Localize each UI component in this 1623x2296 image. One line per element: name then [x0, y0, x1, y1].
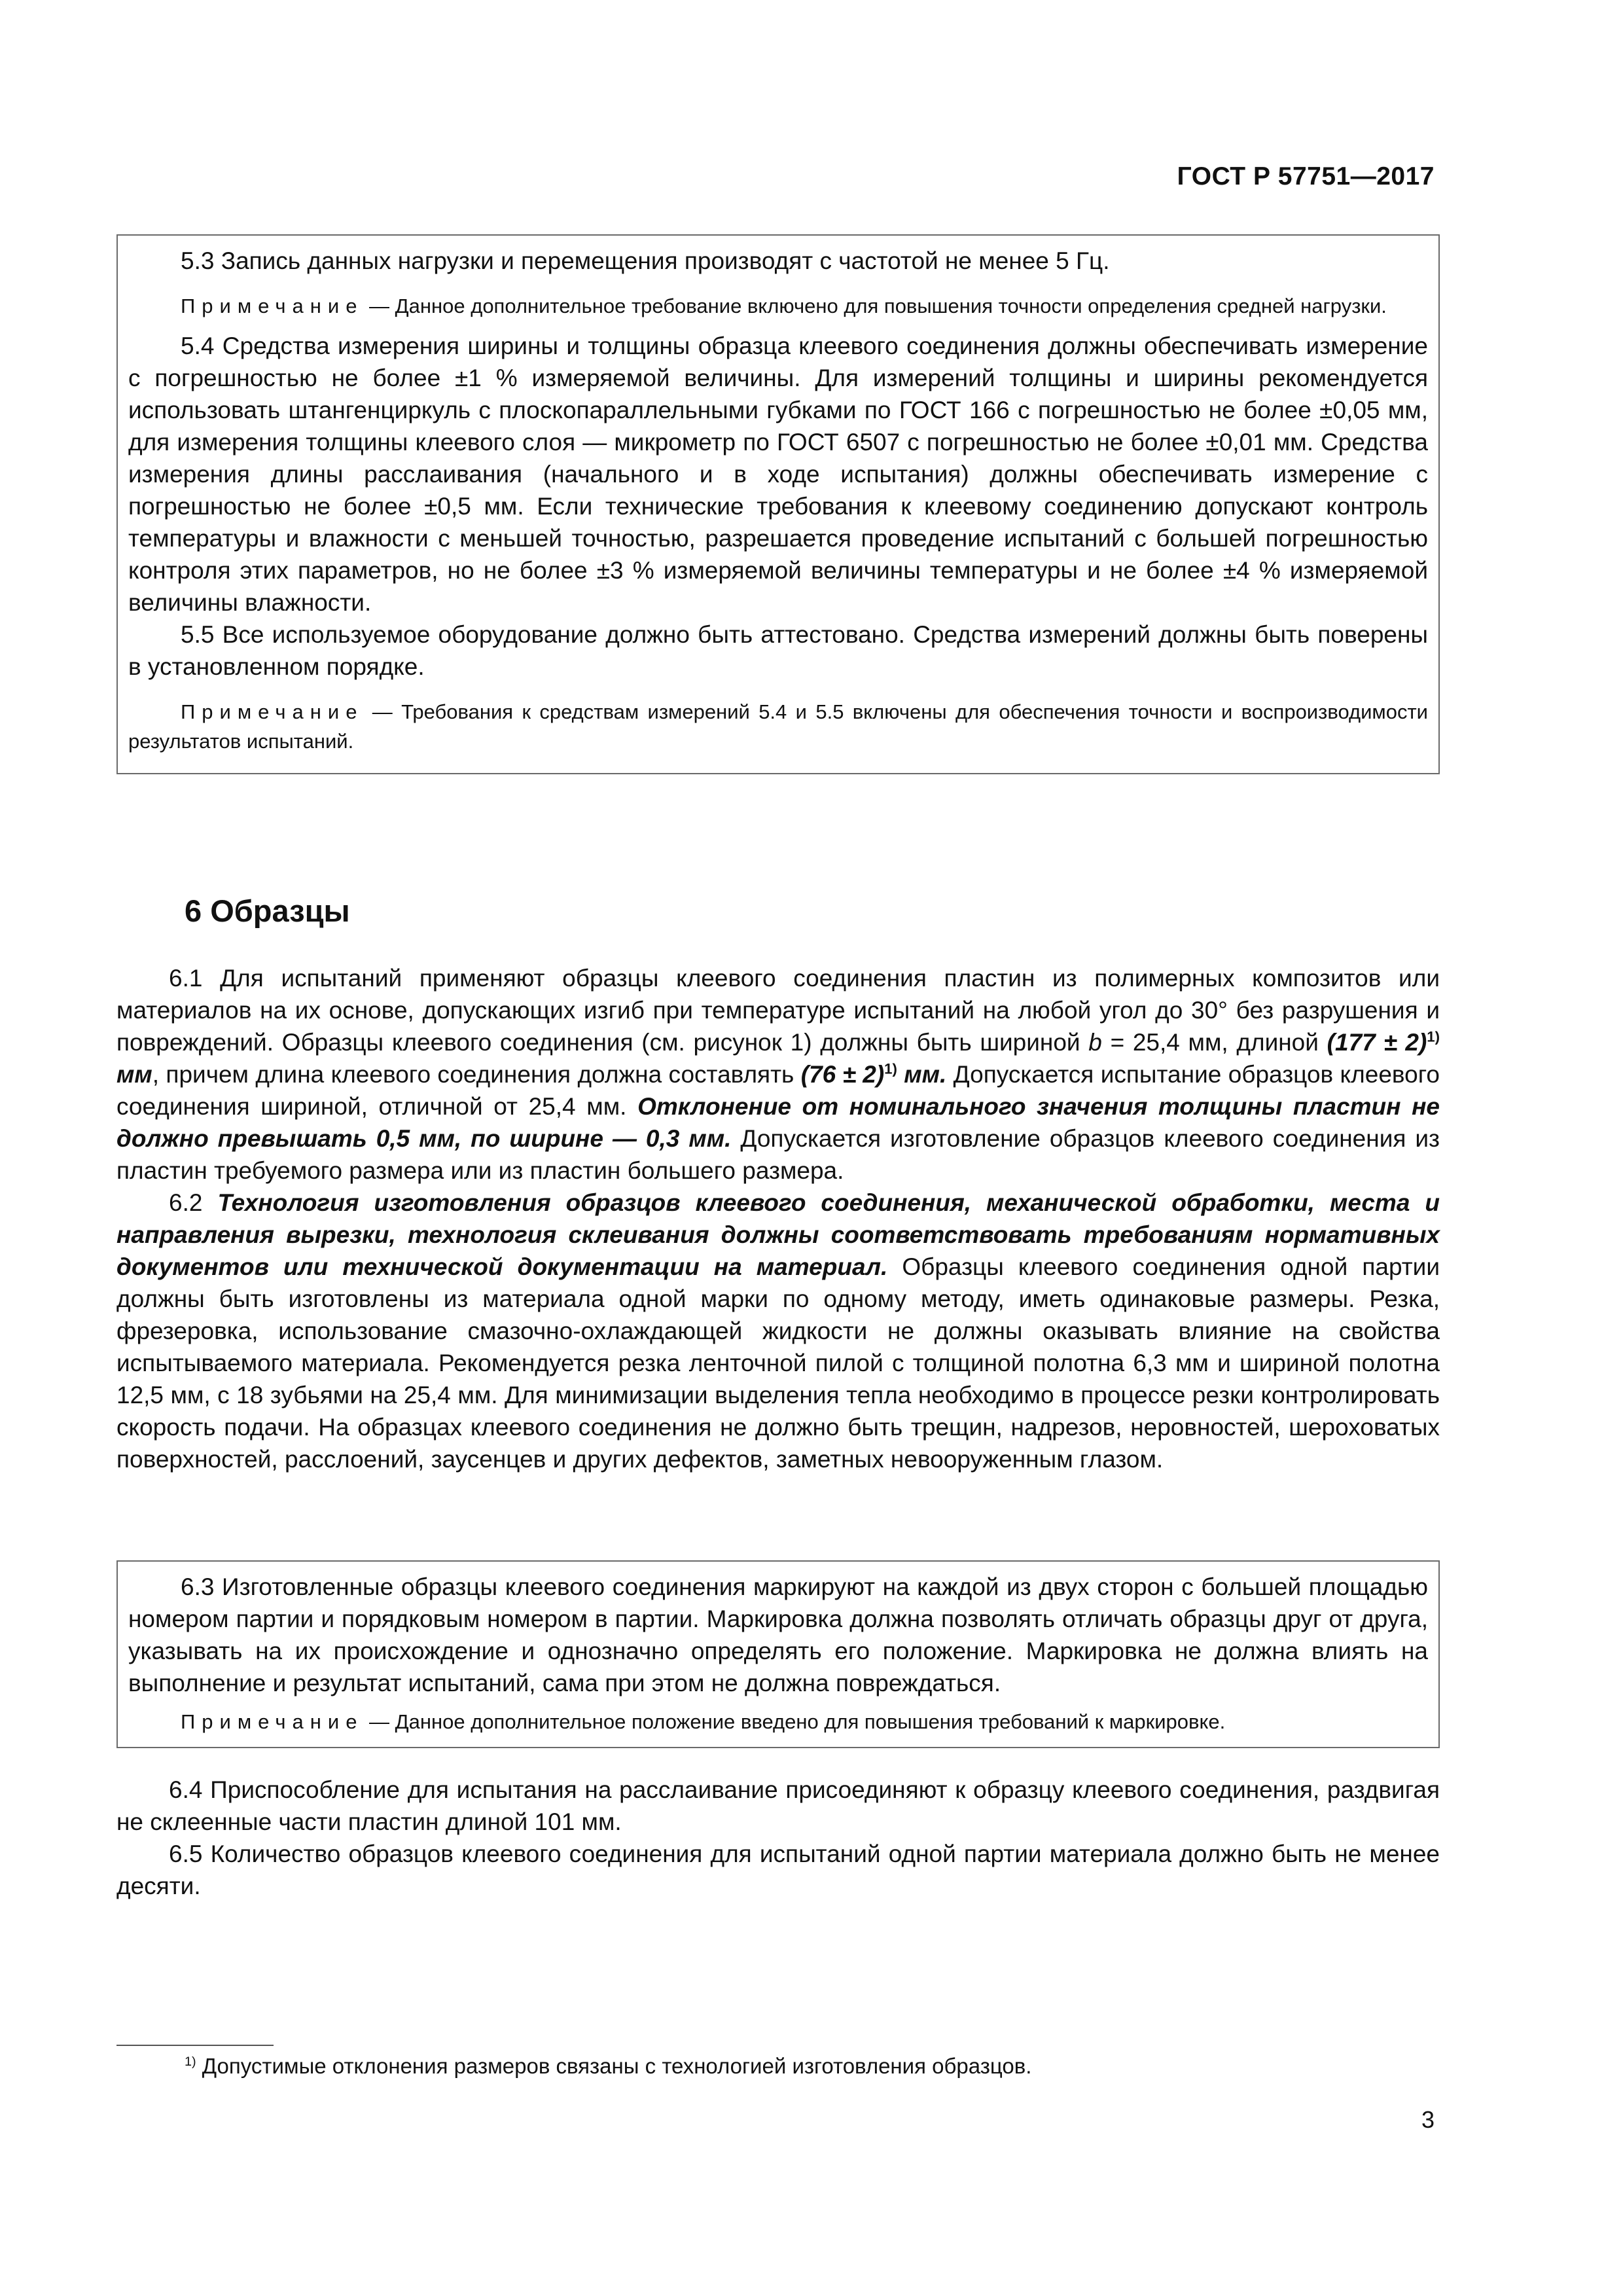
- text-run: Образцы клеевого соединения одной партии должны быть изготовлены из материала одной марки по одному методу, иметь одинаковые размеры. Резка, фрезеровка, использование смазочно-охлаждающей жидкости не должны оказывать влияние на свойства испытываемого материала. Рекомендуется резка ленточной пилой с толщиной полотна 6,3 мм и шириной полотна 12,5 мм, с 18 зубьями на 25,4 мм. Для минимизации выделения тепла необходимо в процессе резки контролировать скорость подачи. На образцах клеевого соединения не должно быть трещин, надрезов, неровностей, шероховатых поверхностей, расслоений, заусенцев и других дефектов, заметных невооруженным глазом.: [116, 1253, 1440, 1473]
- clause-6-4: 6.4 Приспособление для испытания на расслаивание присоединяют к образцу клеевого соединения, раздвигая не склеенные части пластин длиной 101 мм.: [116, 1776, 1440, 1835]
- note-label: Примечание: [181, 1710, 364, 1733]
- length-unit: мм: [116, 1061, 152, 1088]
- boxed-clause-6-3: [116, 1560, 1440, 1748]
- footnote-separator: [116, 2045, 274, 2046]
- note-text: — Требования к средствам измерений 5.4 и 5.5 включены для обеспечения точности и воспроизводимости результатов испытаний.: [128, 700, 1428, 753]
- footnote-ref: 1): [1427, 1028, 1440, 1045]
- text-run: Допускается испытание образцов клеевого соединения шириной, отличной от 25,4 мм.: [116, 1061, 1440, 1120]
- text-run: = 25,4 мм, длиной: [1101, 1029, 1327, 1056]
- note-clause-6-3: [128, 1707, 1428, 1736]
- section-heading-6: 6 Образцы: [185, 893, 350, 928]
- text-run: 6.1 Для испытаний применяют образцы клеевого соединения пластин из полимерных композитов или материалов на их основе, допускающих изгиб при температуре испытаний на любой угол до 30° без разрушения и повреждений. Образцы клеевого соединения (см. рисунок 1) должны быть шириной: [116, 965, 1440, 1056]
- emphasized-requirement: Технология изготовления образцов клеевого соединения, механической обработки, места и направления вырезки, технология склеивания должны соответствовать требованиям нормативных документов или технической документации на материал.: [116, 1189, 1440, 1280]
- boxed-clauses-5-3-to-5-5: [116, 234, 1440, 774]
- bond-length-value: (76 ± 2): [800, 1061, 885, 1088]
- length-value: (177 ± 2): [1327, 1029, 1427, 1056]
- clause-6-2: [116, 1187, 1440, 1475]
- emphasized-requirement: Отклонение от номинального значения толщины пластин не должно превышать 0,5 мм, по ширине — 0,3 мм.: [116, 1093, 1440, 1152]
- footnote-ref: 1): [884, 1060, 897, 1077]
- clause-6-5: 6.5 Количество образцов клеевого соединения для испытаний одной партии материала должно быть не менее десяти.: [116, 1840, 1440, 1899]
- note-label: Примечание: [181, 700, 364, 723]
- page-number: 3: [1421, 2106, 1435, 2133]
- width-variable: b: [1088, 1029, 1102, 1056]
- bond-length-unit: мм.: [897, 1061, 947, 1088]
- clause-5-4: 5.4 Средства измерения ширины и толщины образца клеевого соединения должны обеспечивать измерение с погрешностью не более ±1 % измеряемой величины. Для измерений толщины и ширины рекомендуется использовать штангенциркуль с плоскопараллельными губками по ГОСТ 166 с погрешностью не более ±0,05 мм, для измерения толщины клеевого слоя — микрометр по ГОСТ 6507 с погрешностью не более ±0,01 мм. Средства измерения длины расслаивания (начального и в ходе испытания) должны обеспечивать измерение с погрешностью не более ±0,5 мм. Если технические требования к клеевому соединению допускают контроль температуры и влажности с меньшей точностью, разрешается проведение испытаний с большей погрешностью контроля этих параметров, но не более ±3 % измеряемой величины температуры и не более ±4 % измеряемой величины влажности.: [128, 332, 1428, 616]
- section-6-body-lower: [116, 1774, 1440, 1902]
- note-text: — Данное дополнительное требование включено для повышения точности определения средней нагрузки.: [363, 295, 1387, 317]
- section-6-body-upper: [116, 962, 1440, 1475]
- footnote-text: Допустимые отклонения размеров связаны с технологией изготовления образцов.: [196, 2054, 1032, 2078]
- note-text: — Данное дополнительное положение введено для повышения требований к маркировке.: [363, 1710, 1226, 1733]
- note-clause-5-3: [128, 291, 1428, 321]
- clause-6-3: 6.3 Изготовленные образцы клеевого соединения маркируют на каждой из двух сторон с большей площадью номером партии и порядковым номером в партии. Маркировка должна позволять отличать образцы друг от друга, указывать на их происхождение и однозначно определять его положение. Маркировка не должна влиять на выполнение и результат испытаний, сама при этом не должна повреждаться.: [128, 1573, 1428, 1696]
- clause-5-5: 5.5 Все используемое оборудование должно быть аттестовано. Средства измерений должны быть поверены в установленном порядке.: [128, 621, 1428, 680]
- footnote-marker: 1): [185, 2054, 196, 2069]
- text-run: , причем длина клеевого соединения должна составлять: [152, 1061, 801, 1088]
- note-label: Примечание: [181, 295, 364, 317]
- footnote: [185, 2051, 1031, 2081]
- text-run: Допускается изготовление образцов клеевого соединения из пластин требуемого размера или из пластин большего размера.: [116, 1125, 1440, 1184]
- clause-6-1: [116, 962, 1440, 1187]
- document-code: ГОСТ Р 57751—2017: [1177, 162, 1435, 190]
- text-run: 6.2: [169, 1189, 218, 1216]
- note-clauses-5-4-5-5: [128, 697, 1428, 756]
- clause-5-3: 5.3 Запись данных нагрузки и перемещения производят с частотой не менее 5 Гц.: [181, 247, 1110, 274]
